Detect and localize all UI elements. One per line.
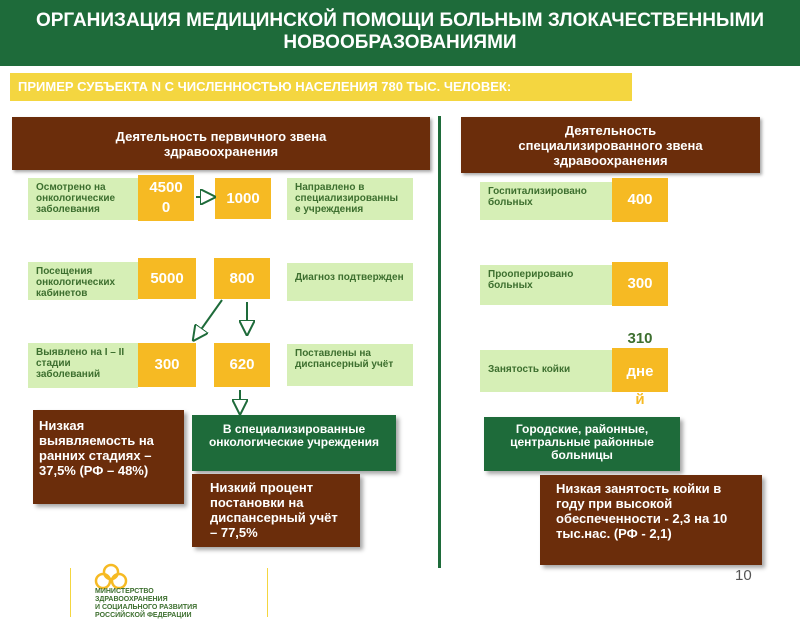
early-stage-label: Выявлено на I – II стадии заболеваний xyxy=(28,343,138,388)
registered-value: 620 xyxy=(214,343,270,387)
footer-line-left xyxy=(70,568,71,617)
column-divider xyxy=(438,116,441,568)
referred-value: 1000 xyxy=(215,178,271,219)
low-detection-note: Низкая выявляемость на ранних стадиях – 37,5% (РФ – 48%) xyxy=(33,410,184,504)
examined-label: Осмотрено на онкологические заболевания xyxy=(28,178,138,220)
specialized-care-heading-line3: здравоохранения xyxy=(553,152,668,168)
bed-occupancy-number: 310 xyxy=(627,330,653,347)
city-hospitals-note: Городские, районные, центральные районные больницы xyxy=(484,417,680,471)
hospitalized-value: 400 xyxy=(612,178,668,222)
operated-label: Прооперировано больных xyxy=(480,265,612,305)
logo-line-2: ЗДРАВООХРАНЕНИЯ xyxy=(95,596,168,603)
specialized-care-heading-line1: Деятельность xyxy=(564,122,657,138)
footer-line-right xyxy=(267,568,268,617)
title-line-1: ОРГАНИЗАЦИЯ МЕДИЦИНСКОЙ ПОМОЩИ БОЛЬНЫМ ЗЛОКАЧЕСТВЕННЫМИ xyxy=(35,10,765,31)
confirmed-value: 800 xyxy=(214,258,270,299)
arrow-confirmed-to-early xyxy=(195,300,222,338)
registered-label: Поставлены на диспансерный учёт xyxy=(287,344,413,386)
logo-line-3: И СОЦИАЛЬНОГО РАЗВИТИЯ xyxy=(95,604,198,611)
title-line-2: НОВООБРАЗОВАНИЯМИ xyxy=(283,32,517,53)
low-registration-note: Низкий процент постановки на диспансерный учёт – 77,5% xyxy=(192,474,360,547)
specialized-care-heading xyxy=(461,117,760,173)
bed-occupancy-unit-tail: й xyxy=(635,391,645,408)
examined-value: 4500 0 xyxy=(138,175,194,221)
visits-label: Посещения онкологических кабинетов xyxy=(28,262,138,300)
logo-line-4: РОССИЙСКОЙ ФЕДЕРАЦИИ xyxy=(95,612,192,619)
logo-line-1: МИНИСТЕРСТВО xyxy=(95,588,154,595)
page-number: 10 xyxy=(735,567,752,584)
specialized-care-heading-line2: специализированного звена xyxy=(518,137,703,153)
ministry-logo-text xyxy=(95,588,265,620)
primary-care-heading-line2: здравоохранения xyxy=(163,143,279,159)
bed-occupancy-unit: дне xyxy=(612,348,668,392)
bed-occupancy-label: Занятость койки xyxy=(480,350,612,392)
early-stage-value: 300 xyxy=(138,343,196,387)
subtitle: ПРИМЕР СУБЪЕКТА N С ЧИСЛЕННОСТЬЮ НАСЕЛЕНИЯ 780 ТЫС. ЧЕЛОВЕК: xyxy=(10,73,632,101)
referred-label: Направлено в специализированны е учреждения xyxy=(287,178,413,220)
specialized-institutions-note: В специализированные онкологические учреждения xyxy=(192,415,396,471)
visits-value: 5000 xyxy=(138,258,196,299)
confirmed-label: Диагноз подтвержден xyxy=(287,263,413,301)
operated-value: 300 xyxy=(612,262,668,306)
ministry-logo-icon xyxy=(90,563,132,591)
primary-care-heading-line1: Деятельность первичного звена xyxy=(115,128,327,144)
hospitalized-label: Госпитализировано больных xyxy=(480,182,612,220)
low-bed-occupancy-note: Низкая занятость койки в году при высокой обеспеченности - 2,3 на 10 тыс.нас. (РФ - 2,1) xyxy=(540,475,762,565)
